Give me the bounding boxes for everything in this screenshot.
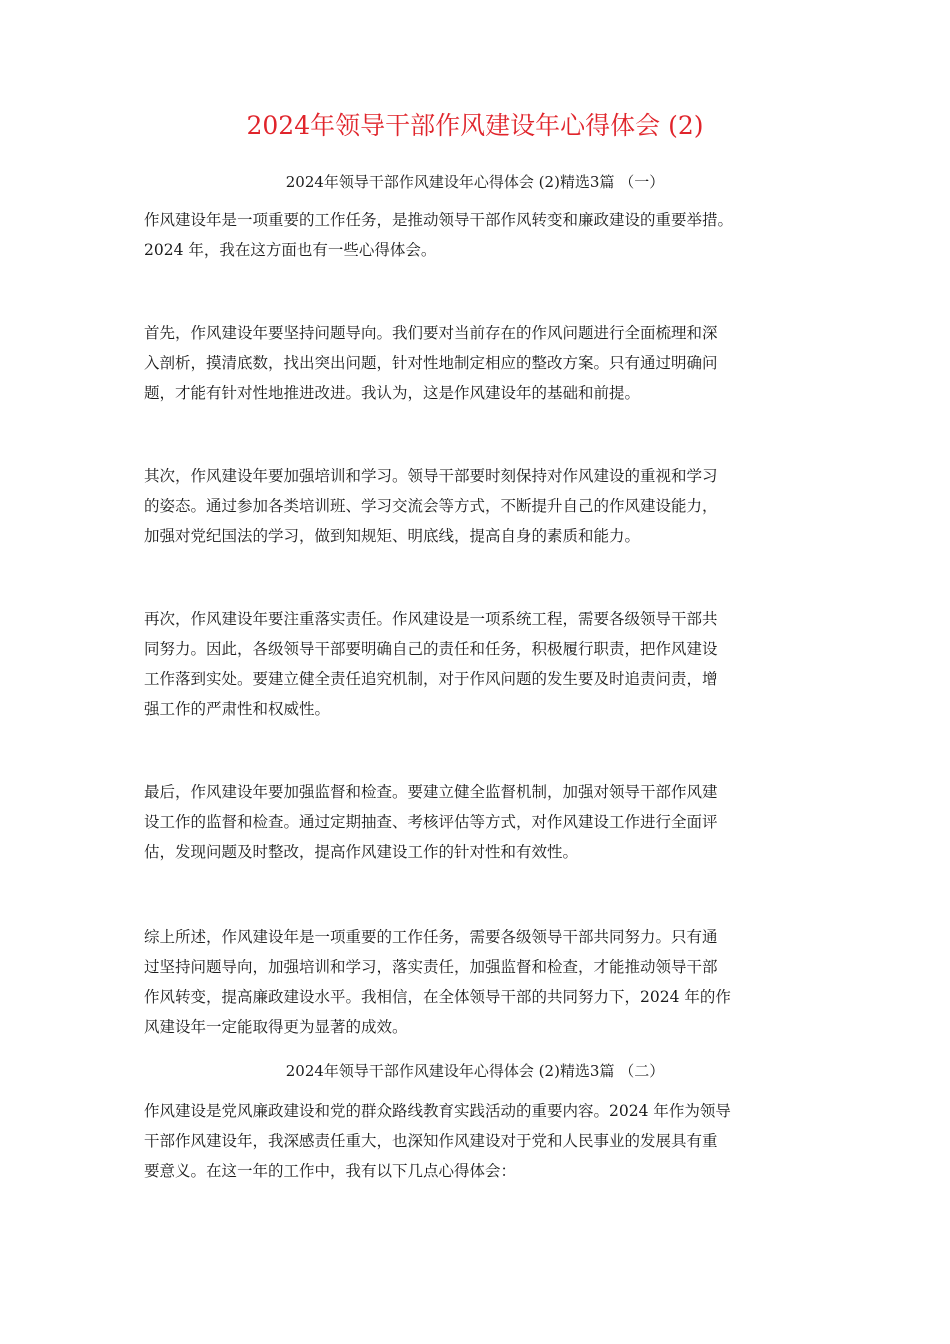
paragraph-line: 工作落到实处。要建立健全责任追究机制，对于作风问题的发生要及时追责问责，增 [144,670,718,688]
paragraph-line: 作风建设是党风廉政建设和党的群众路线教育实践活动的重要内容。2024 年作为领导 [144,1102,731,1120]
section-heading-2: 2024年领导干部作风建设年心得体会 (2)精选3篇 （二） [285,1062,665,1080]
paragraph-first-point [144,318,816,408]
paragraph-second-point [144,461,816,551]
paragraph-intro [144,205,816,265]
paragraph-line: 再次，作风建设年要注重落实责任。作风建设是一项系统工程，需要各级领导干部共 [144,610,718,628]
paragraph-line: 题，才能有针对性地推进改进。我认为，这是作风建设年的基础和前提。 [144,384,641,402]
paragraph-line: 入剖析，摸清底数，找出突出问题，针对性地制定相应的整改方案。只有通过明确问 [144,354,718,372]
paragraph-line: 估，发现问题及时整改，提高作风建设工作的针对性和有效性。 [144,843,579,861]
paragraph-section2-intro [144,1096,816,1186]
paragraph-line: 最后，作风建设年要加强监督和检查。要建立健全监督机制，加强对领导干部作风建 [144,783,718,801]
section-heading-1: 2024年领导干部作风建设年心得体会 (2)精选3篇 （一） [285,173,665,191]
paragraph-line: 同努力。因此，各级领导干部要明确自己的责任和任务，积极履行职责，把作风建设 [144,640,718,658]
paragraph-line: 首先，作风建设年要坚持问题导向。我们要对当前存在的作风问题进行全面梳理和深 [144,324,718,342]
paragraph-line: 其次，作风建设年要加强培训和学习。领导干部要时刻保持对作风建设的重视和学习 [144,467,718,485]
paragraph-line: 加强对党纪国法的学习，做到知规矩、明底线，提高自身的素质和能力。 [144,527,641,545]
paragraph-line: 作风转变，提高廉政建设水平。我相信，在全体领导干部的共同努力下，2024 年的作 [144,988,731,1006]
paragraph-line: 的姿态。通过参加各类培训班、学习交流会等方式，不断提升自己的作风建设能力， [144,497,718,515]
paragraph-fourth-point [144,777,816,867]
paragraph-line: 强工作的严肃性和权威性。 [144,700,331,718]
paragraph-line: 设工作的监督和检查。通过定期抽查、考核评估等方式，对作风建设工作进行全面评 [144,813,718,831]
paragraph-conclusion [144,922,816,1042]
paragraph-line: 作风建设年是一项重要的工作任务，是推动领导干部作风转变和廉政建设的重要举措。 [144,211,734,229]
paragraph-line: 2024 年，我在这方面也有一些心得体会。 [144,241,437,259]
paragraph-line: 综上所述，作风建设年是一项重要的工作任务，需要各级领导干部共同努力。只有通 [144,928,718,946]
paragraph-line: 过坚持问题导向，加强培训和学习，落实责任，加强监督和检查，才能推动领导干部 [144,958,718,976]
paragraph-line: 要意义。在这一年的工作中，我有以下几点心得体会： [144,1162,517,1180]
paragraph-line: 风建设年一定能取得更为显著的成效。 [144,1018,408,1036]
paragraph-line: 干部作风建设年，我深感责任重大，也深知作风建设对于党和人民事业的发展具有重 [144,1132,718,1150]
paragraph-third-point [144,604,816,724]
document-title: 2024年领导干部作风建设年心得体会 (2) [246,111,704,140]
